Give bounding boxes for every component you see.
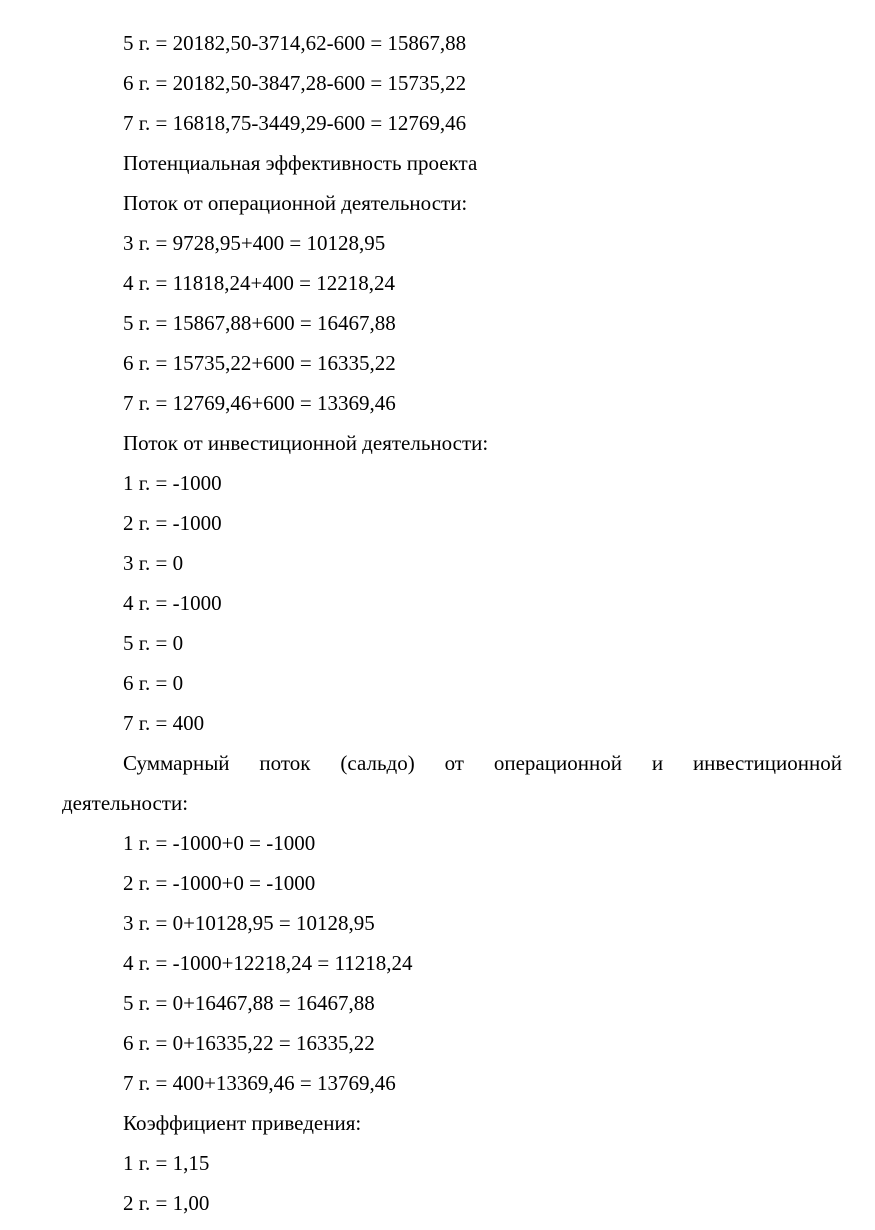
subheading-operating-flow: Поток от операционной деятельности:	[123, 191, 468, 215]
total-flow-year6: 6 г. = 0+16335,22 = 16335,22	[123, 1031, 375, 1055]
total-flow-year3: 3 г. = 0+10128,95 = 10128,95	[123, 911, 375, 935]
investment-flow-year1: 1 г. = -1000	[123, 471, 222, 495]
summary-flow-first-line: Суммарный поток (сальдо) от операционной и инвестиционной	[123, 751, 842, 775]
operating-flow-year6: 6 г. = 15735,22+600 = 16335,22	[123, 351, 396, 375]
investment-flow-year2: 2 г. = -1000	[123, 511, 222, 535]
discount-coefficient-year2: 2 г. = 1,00	[123, 1191, 210, 1215]
calc-line-year7-net: 7 г. = 16818,75-3449,29-600 = 12769,46	[123, 111, 467, 135]
calc-line-year6-net: 6 г. = 20182,50-3847,28-600 = 15735,22	[123, 71, 467, 95]
section-heading-potential-efficiency: Потенциальная эффективность проекта	[123, 151, 478, 175]
subheading-discount-coefficient: Коэффициент приведения:	[123, 1111, 362, 1135]
investment-flow-year4: 4 г. = -1000	[123, 591, 222, 615]
calc-line-year5-net: 5 г. = 20182,50-3714,62-600 = 15867,88	[123, 31, 467, 55]
document-body	[62, 23, 842, 1223]
total-flow-year5: 5 г. = 0+16467,88 = 16467,88	[123, 991, 375, 1015]
total-flow-year2: 2 г. = -1000+0 = -1000	[123, 871, 316, 895]
operating-flow-year3: 3 г. = 9728,95+400 = 10128,95	[123, 231, 386, 255]
total-flow-year7: 7 г. = 400+13369,46 = 13769,46	[123, 1071, 396, 1095]
summary-flow-second-line: деятельности:	[62, 791, 189, 815]
operating-flow-year7: 7 г. = 12769,46+600 = 13369,46	[123, 391, 396, 415]
summary-flow-paragraph	[62, 743, 842, 823]
total-flow-year4: 4 г. = -1000+12218,24 = 11218,24	[123, 951, 413, 975]
investment-flow-year3: 3 г. = 0	[123, 551, 184, 575]
operating-flow-year5: 5 г. = 15867,88+600 = 16467,88	[123, 311, 396, 335]
investment-flow-year7: 7 г. = 400	[123, 711, 205, 735]
discount-coefficient-year1: 1 г. = 1,15	[123, 1151, 210, 1175]
investment-flow-year5: 5 г. = 0	[123, 631, 184, 655]
total-flow-year1: 1 г. = -1000+0 = -1000	[123, 831, 316, 855]
operating-flow-year4: 4 г. = 11818,24+400 = 12218,24	[123, 271, 395, 295]
subheading-investment-flow: Поток от инвестиционной деятельности:	[123, 431, 489, 455]
investment-flow-year6: 6 г. = 0	[123, 671, 184, 695]
